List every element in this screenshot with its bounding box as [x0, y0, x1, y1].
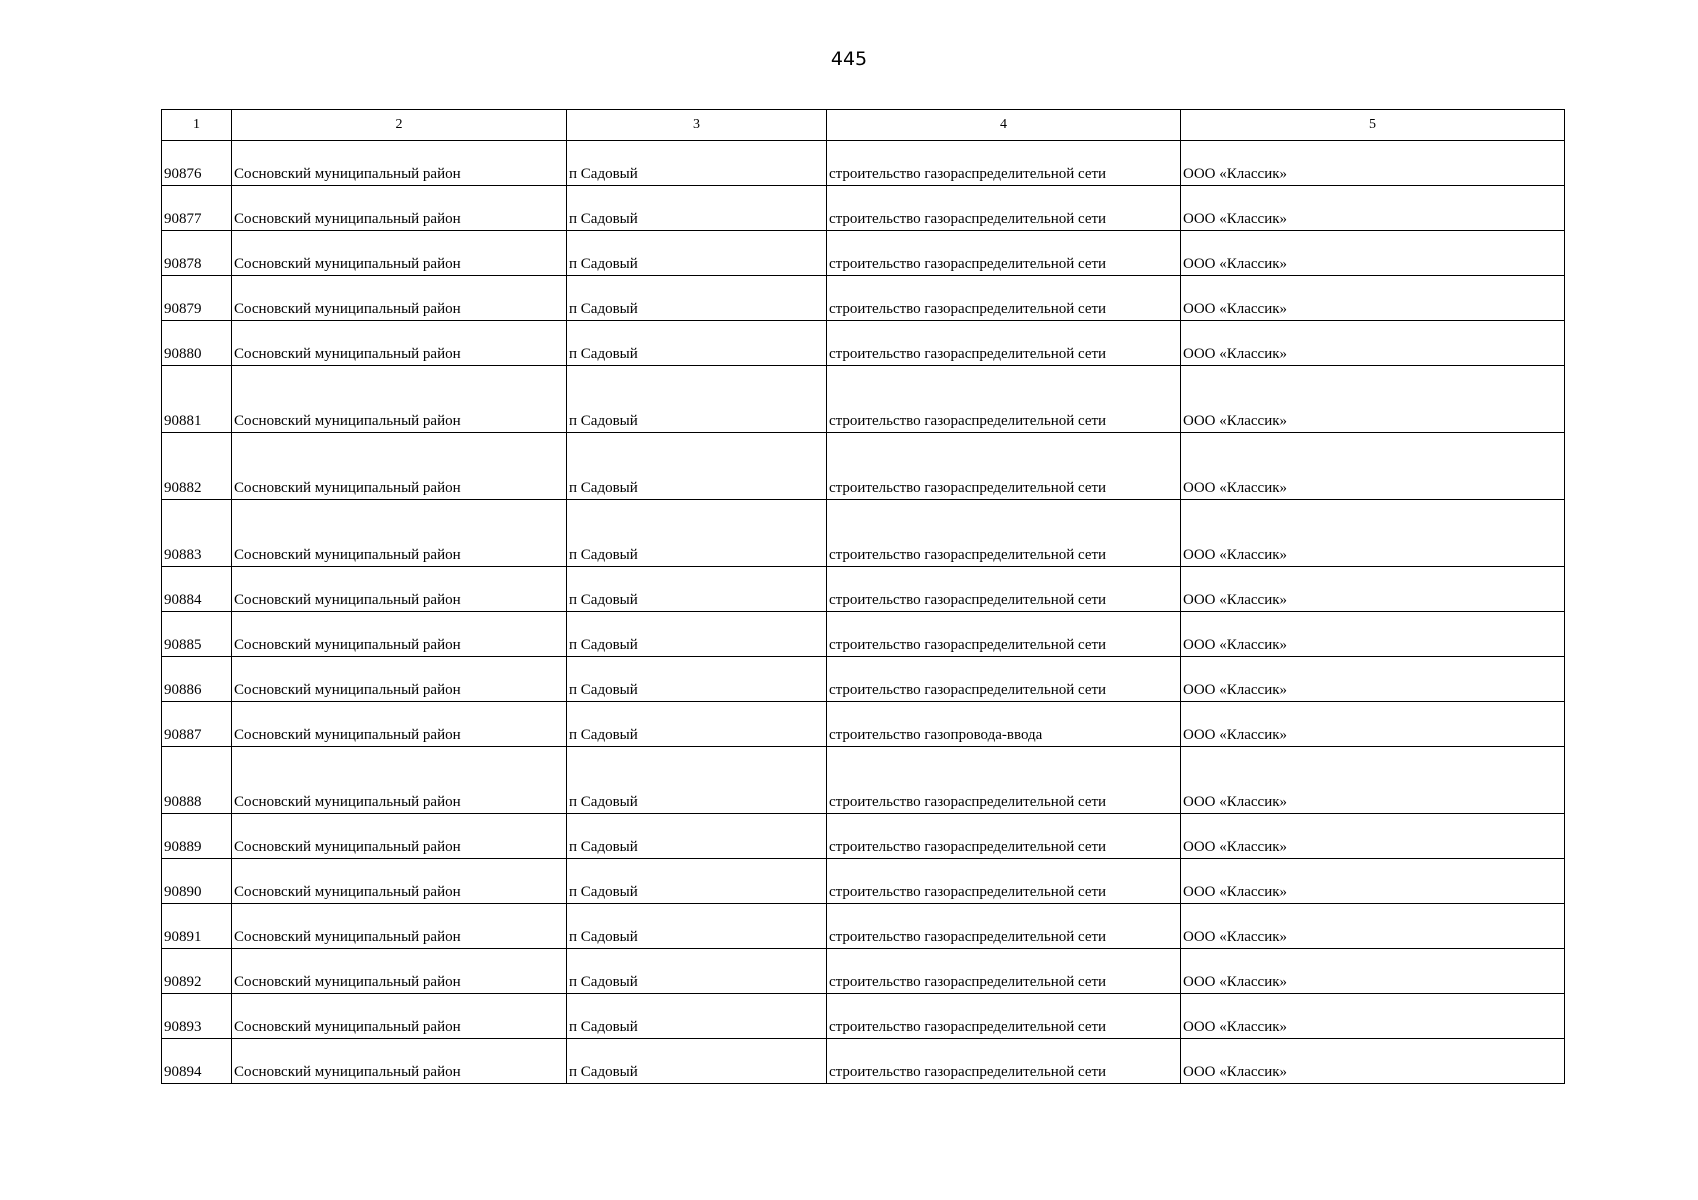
company-cell: ООО «Классик» [1181, 904, 1565, 949]
table-row [162, 702, 1565, 747]
column-header-1: 1 [162, 110, 232, 141]
district-cell: Сосновский муниципальный район [232, 859, 567, 904]
work-description-cell: строительство газораспределительной сети [827, 949, 1181, 994]
company-cell: ООО «Классик» [1181, 814, 1565, 859]
work-description-cell: строительство газораспределительной сети [827, 567, 1181, 612]
row-id-cell: 90877 [162, 186, 232, 231]
district-cell: Сосновский муниципальный район [232, 904, 567, 949]
work-description-cell: строительство газораспределительной сети [827, 994, 1181, 1039]
table-header [162, 110, 1565, 141]
district-cell: Сосновский муниципальный район [232, 814, 567, 859]
column-header-3: 3 [567, 110, 827, 141]
table-row [162, 747, 1565, 814]
row-id-cell: 90876 [162, 141, 232, 186]
work-description-cell: строительство газопровода-ввода [827, 702, 1181, 747]
locality-cell: п Садовый [567, 186, 827, 231]
locality-cell: п Садовый [567, 231, 827, 276]
company-cell: ООО «Классик» [1181, 657, 1565, 702]
row-id-cell: 90889 [162, 814, 232, 859]
company-cell: ООО «Классик» [1181, 366, 1565, 433]
table-row [162, 500, 1565, 567]
work-description-cell: строительство газораспределительной сети [827, 1039, 1181, 1084]
work-description-cell: строительство газораспределительной сети [827, 276, 1181, 321]
company-cell: ООО «Классик» [1181, 702, 1565, 747]
locality-cell: п Садовый [567, 1039, 827, 1084]
table-row [162, 814, 1565, 859]
row-id-cell: 90890 [162, 859, 232, 904]
row-id-cell: 90892 [162, 949, 232, 994]
district-cell: Сосновский муниципальный район [232, 366, 567, 433]
row-id-cell: 90881 [162, 366, 232, 433]
table-row [162, 612, 1565, 657]
district-cell: Сосновский муниципальный район [232, 231, 567, 276]
table-row [162, 949, 1565, 994]
row-id-cell: 90893 [162, 994, 232, 1039]
page-number: 445 [830, 48, 868, 70]
work-description-cell: строительство газораспределительной сети [827, 612, 1181, 657]
locality-cell: п Садовый [567, 276, 827, 321]
locality-cell: п Садовый [567, 141, 827, 186]
company-cell: ООО «Классик» [1181, 994, 1565, 1039]
column-header-2: 2 [232, 110, 567, 141]
district-cell: Сосновский муниципальный район [232, 1039, 567, 1084]
table-row [162, 231, 1565, 276]
company-cell: ООО «Классик» [1181, 567, 1565, 612]
row-id-cell: 90887 [162, 702, 232, 747]
work-description-cell: строительство газораспределительной сети [827, 814, 1181, 859]
district-cell: Сосновский муниципальный район [232, 949, 567, 994]
locality-cell: п Садовый [567, 702, 827, 747]
company-cell: ООО «Классик» [1181, 141, 1565, 186]
table-row [162, 657, 1565, 702]
work-description-cell: строительство газораспределительной сети [827, 904, 1181, 949]
column-header-5: 5 [1181, 110, 1565, 141]
work-description-cell: строительство газораспределительной сети [827, 186, 1181, 231]
company-cell: ООО «Классик» [1181, 321, 1565, 366]
work-description-cell: строительство газораспределительной сети [827, 141, 1181, 186]
company-cell: ООО «Классик» [1181, 186, 1565, 231]
locality-cell: п Садовый [567, 433, 827, 500]
district-cell: Сосновский муниципальный район [232, 500, 567, 567]
district-cell: Сосновский муниципальный район [232, 321, 567, 366]
work-description-cell: строительство газораспределительной сети [827, 657, 1181, 702]
row-id-cell: 90879 [162, 276, 232, 321]
district-cell: Сосновский муниципальный район [232, 994, 567, 1039]
header-row [162, 110, 1565, 141]
district-cell: Сосновский муниципальный район [232, 433, 567, 500]
row-id-cell: 90883 [162, 500, 232, 567]
district-cell: Сосновский муниципальный район [232, 141, 567, 186]
row-id-cell: 90886 [162, 657, 232, 702]
locality-cell: п Садовый [567, 567, 827, 612]
company-cell: ООО «Классик» [1181, 1039, 1565, 1084]
locality-cell: п Садовый [567, 321, 827, 366]
row-id-cell: 90880 [162, 321, 232, 366]
table-row [162, 859, 1565, 904]
locality-cell: п Садовый [567, 949, 827, 994]
row-id-cell: 90888 [162, 747, 232, 814]
table-row [162, 366, 1565, 433]
locality-cell: п Садовый [567, 500, 827, 567]
company-cell: ООО «Классик» [1181, 500, 1565, 567]
district-cell: Сосновский муниципальный район [232, 567, 567, 612]
column-header-4: 4 [827, 110, 1181, 141]
work-description-cell: строительство газораспределительной сети [827, 500, 1181, 567]
district-cell: Сосновский муниципальный район [232, 612, 567, 657]
company-cell: ООО «Классик» [1181, 747, 1565, 814]
table-row [162, 1039, 1565, 1084]
row-id-cell: 90891 [162, 904, 232, 949]
table-row [162, 567, 1565, 612]
company-cell: ООО «Классик» [1181, 433, 1565, 500]
work-description-cell: строительство газораспределительной сети [827, 747, 1181, 814]
district-cell: Сосновский муниципальный район [232, 186, 567, 231]
district-cell: Сосновский муниципальный район [232, 702, 567, 747]
locality-cell: п Садовый [567, 859, 827, 904]
work-description-cell: строительство газораспределительной сети [827, 321, 1181, 366]
locality-cell: п Садовый [567, 994, 827, 1039]
table-row [162, 904, 1565, 949]
company-cell: ООО «Классик» [1181, 231, 1565, 276]
locality-cell: п Садовый [567, 612, 827, 657]
work-description-cell: строительство газораспределительной сети [827, 859, 1181, 904]
table-body [162, 141, 1565, 1084]
row-id-cell: 90878 [162, 231, 232, 276]
work-description-cell: строительство газораспределительной сети [827, 366, 1181, 433]
row-id-cell: 90885 [162, 612, 232, 657]
company-cell: ООО «Классик» [1181, 859, 1565, 904]
row-id-cell: 90882 [162, 433, 232, 500]
table-row [162, 321, 1565, 366]
table-row [162, 186, 1565, 231]
registry-table [161, 109, 1565, 1084]
work-description-cell: строительство газораспределительной сети [827, 433, 1181, 500]
locality-cell: п Садовый [567, 747, 827, 814]
locality-cell: п Садовый [567, 657, 827, 702]
row-id-cell: 90884 [162, 567, 232, 612]
district-cell: Сосновский муниципальный район [232, 276, 567, 321]
company-cell: ООО «Классик» [1181, 949, 1565, 994]
row-id-cell: 90894 [162, 1039, 232, 1084]
company-cell: ООО «Классик» [1181, 612, 1565, 657]
district-cell: Сосновский муниципальный район [232, 657, 567, 702]
locality-cell: п Садовый [567, 814, 827, 859]
company-cell: ООО «Классик» [1181, 276, 1565, 321]
district-cell: Сосновский муниципальный район [232, 747, 567, 814]
table-row [162, 433, 1565, 500]
locality-cell: п Садовый [567, 904, 827, 949]
work-description-cell: строительство газораспределительной сети [827, 231, 1181, 276]
table-row [162, 994, 1565, 1039]
locality-cell: п Садовый [567, 366, 827, 433]
table-row [162, 276, 1565, 321]
table-row [162, 141, 1565, 186]
